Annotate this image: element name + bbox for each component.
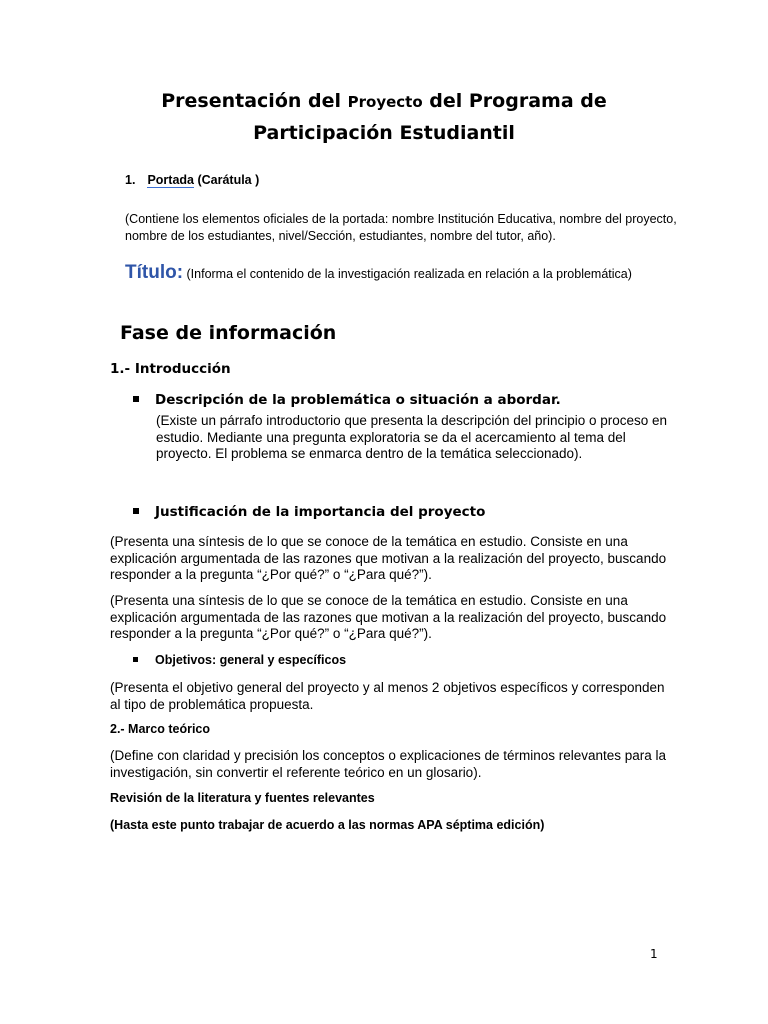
justificacion-paragraph-1: (Presenta una síntesis de lo que se conoce de la temática en estudio. Consiste en una explicación argumentada de las razones que motivan a la realización del proyecto, buscando responder a la pregunta “¿Por qué?” o “¿Para qué?”). <box>110 534 667 582</box>
bullet-square-icon <box>133 657 138 662</box>
descripcion-text: (Existe un párrafo introductorio que presenta la descripción del principio o proceso en estudio. Mediante una pregunta exploratoria se da el acercamiento al tema del proyecto. El problema se enmarca dentro de la temática seleccionado). <box>156 413 668 461</box>
portada-description: (Contiene los elementos oficiales de la portada: nombre Institución Educativa, nombre del proyecto, nombre de los estudiantes, nivel/Sección, estudiantes, nombre del tutor, año). <box>125 212 677 243</box>
portada-heading <box>125 173 259 187</box>
descripcion-heading: Descripción de la problemática o situación a abordar. <box>155 392 561 408</box>
objetivos-bullet <box>133 653 346 667</box>
title-part1: Presentación del <box>161 90 348 112</box>
title-line2: Participación Estudiantil <box>253 122 515 144</box>
title-small: Proyecto <box>347 93 423 111</box>
marco-heading: 2.- Marco teórico <box>110 722 211 736</box>
titulo-line <box>125 262 685 283</box>
revision-heading: Revisión de la literatura y fuentes relevantes <box>110 791 375 805</box>
fase-heading: Fase de información <box>120 322 337 344</box>
justificacion-paragraph-2: (Presenta una síntesis de lo que se conoce de la temática en estudio. Consiste en una explicación argumentada de las razones que motivan a la realización del proyecto, buscando responder a la pregunta “¿Por qué?” o “¿Para qué?”). <box>110 593 667 641</box>
title-part2: del Programa de <box>422 90 607 112</box>
hasta-note: (Hasta este punto trabajar de acuerdo a las normas APA séptima edición) <box>110 818 545 832</box>
page-number: 1 <box>650 947 658 961</box>
marco-text: (Define con claridad y precisión los conceptos o explicaciones de términos relevantes para la investigación, sin convertir el referente teórico en un glosario). <box>110 748 667 780</box>
titulo-text: (Informa el contenido de la investigación realizada en relación a la problemática) <box>183 267 632 281</box>
objetivos-heading: Objetivos: general y específicos <box>155 653 347 667</box>
bullet-square-icon <box>133 396 139 402</box>
titulo-label: Título: <box>125 262 184 283</box>
document-title <box>0 86 768 149</box>
portada-label: Portada <box>147 173 194 187</box>
introduccion-heading: 1.- Introducción <box>110 361 231 377</box>
portada-paren: (Carátula ) <box>193 173 260 187</box>
objetivos-text: (Presenta el objetivo general del proyecto y al menos 2 objetivos específicos y corresponden al tipo de problemática propuesta. <box>110 680 665 712</box>
portada-number: 1. <box>125 173 136 187</box>
justificacion-heading: Justificación de la importancia del proyecto <box>155 504 486 520</box>
bullet-square-icon <box>133 508 139 514</box>
justificacion-bullet <box>133 504 485 520</box>
descripcion-bullet <box>133 392 561 408</box>
